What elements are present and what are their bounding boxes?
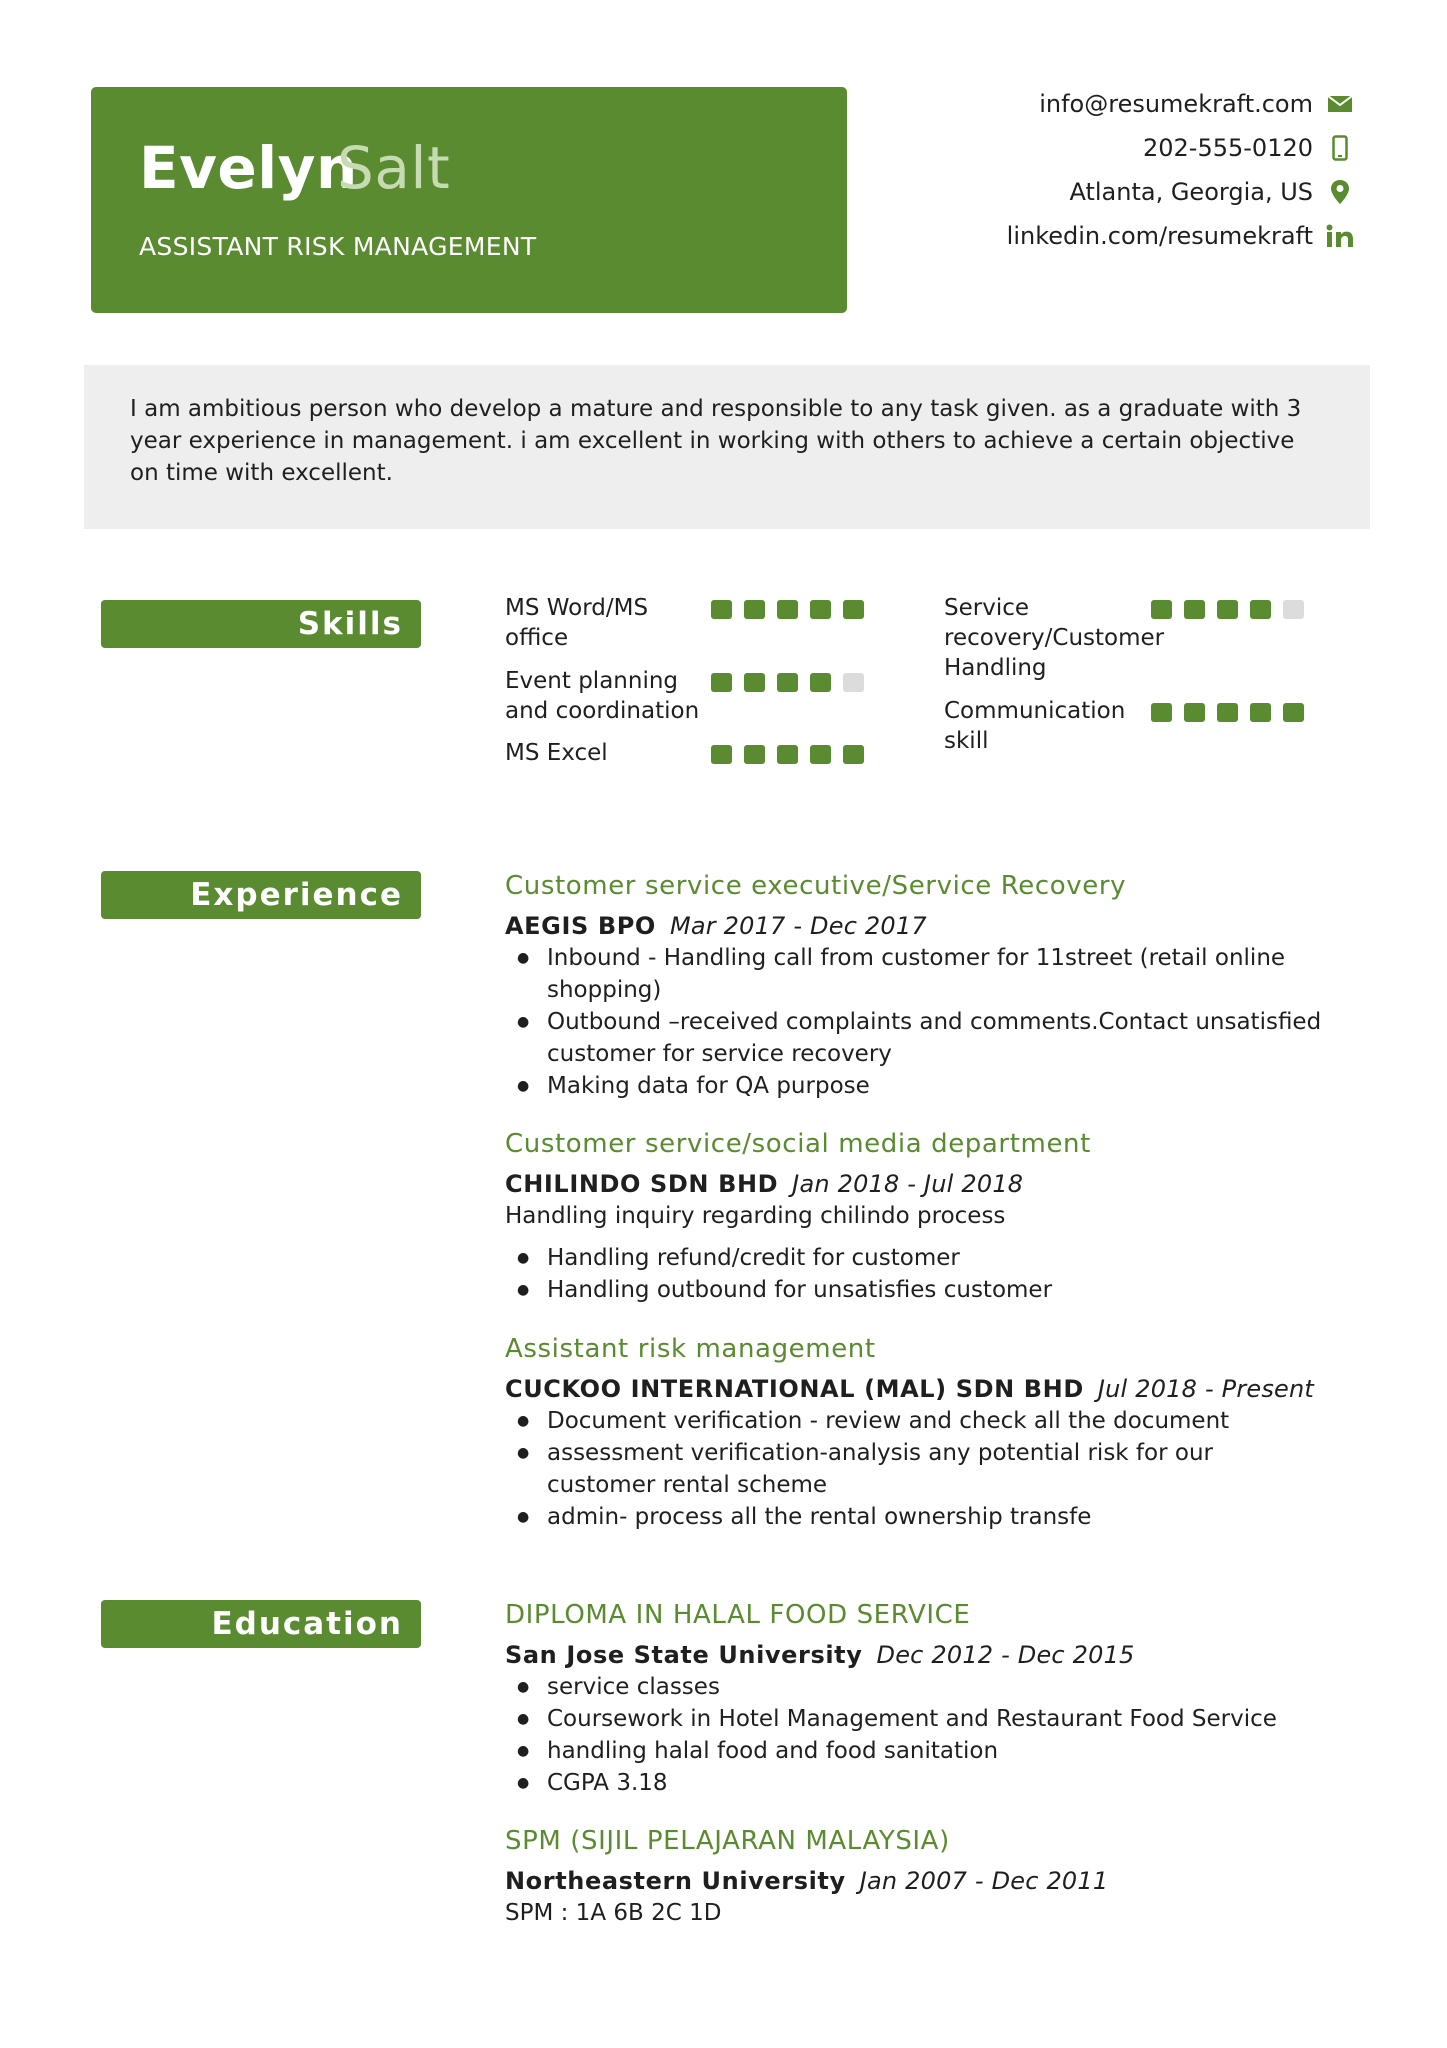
list-item: ● Inbound - Handling call from customer for 11street (retail online shopping) [505,942,1325,1006]
rating-dot-filled [744,745,765,764]
rating-dot-filled [711,600,732,619]
experience-heading: Experience [101,871,421,919]
envelope-icon [1325,89,1355,119]
list-item: ● admin- process all the rental ownership transfe [505,1501,1325,1533]
list-item: ● assessment verification-analysis any potential risk for our customer rental scheme [505,1437,1325,1501]
bullet-list [505,1242,1325,1306]
job-entry-org-line [505,912,1325,940]
skill-rating [711,600,864,619]
rating-dot-filled [711,673,732,692]
rating-dot-filled [777,745,798,764]
contact-phone[interactable] [1143,133,1355,163]
list-item: ● CGPA 3.18 [505,1767,1325,1799]
rating-dot-filled [843,745,864,764]
school-line [505,1641,1325,1669]
first-name: Evelyn [139,134,358,202]
list-item: ● service classes [505,1671,1325,1703]
school-name: San Jose State University [505,1641,863,1669]
list-item: ● Handling outbound for unsatisfies customer [505,1274,1325,1306]
company-name: CUCKOO INTERNATIONAL (MAL) SDN BHD [505,1375,1084,1403]
skill-name: Communication skill [944,698,1126,754]
bullet-list [505,942,1325,1102]
education-entry [505,1600,1325,1799]
rating-dot-filled [843,600,864,619]
date-range: Jul 2018 - Present [1097,1375,1315,1403]
experience-entry [505,1129,1325,1306]
date-range: Jan 2007 - Dec 2011 [859,1867,1109,1895]
rating-dot-filled [1283,703,1304,722]
last-name: Salt [337,134,451,202]
rating-dot-empty [843,673,864,692]
rating-dot-filled [810,600,831,619]
job-entry-title: Customer service/social media department [505,1129,1091,1159]
summary-text: I am ambitious person who develop a mature and responsible to any task given. as a graduate with 3 year experience in management. i am excellent in working with others to achieve a certain objective on time with excellent. [130,396,1302,486]
linkedin-text[interactable]: linkedin.com/resumekraft [1006,222,1313,250]
rating-dot-filled [1184,600,1205,619]
education-entry [505,1826,1108,1929]
map-pin-icon [1325,177,1355,207]
job-title: ASSISTANT RISK MANAGEMENT [139,232,537,261]
list-item: ● Making data for QA purpose [505,1070,1325,1102]
bullet-list [505,1405,1325,1533]
rating-dot-filled [777,673,798,692]
rating-dot-filled [1250,600,1271,619]
rating-dot-filled [777,600,798,619]
contact-location [1069,177,1355,207]
degree-title: DIPLOMA IN HALAL FOOD SERVICE [505,1600,971,1630]
mobile-phone-icon [1325,133,1355,163]
job-entry-org-line [505,1375,1325,1403]
rating-dot-filled [1151,600,1172,619]
job-description: Handling inquiry regarding chilindo process [505,1203,1006,1229]
experience-entry [505,871,1325,1102]
degree-title: SPM (SIJIL PELAJARAN MALAYSIA) [505,1826,950,1856]
school-line [505,1867,1108,1895]
list-item: ● Coursework in Hotel Management and Restaurant Food Service [505,1703,1325,1735]
list-item: ● Outbound –received complaints and comments.Contact unsatisfied customer for service recovery [505,1006,1325,1070]
rating-dot-filled [711,745,732,764]
school-name: Northeastern University [505,1867,846,1895]
bullet-list [505,1671,1325,1799]
skill-name: Service recovery/Customer Handling [944,595,1165,681]
skills-heading: Skills [101,600,421,648]
rating-dot-filled [744,673,765,692]
rating-dot-empty [1283,600,1304,619]
skill-rating [711,673,864,692]
skill-name: Event planning and coordination [505,668,700,724]
linkedin-icon [1325,221,1355,251]
date-range: Jan 2018 - Jul 2018 [792,1170,1024,1198]
list-item: ● Document verification - review and check all the document [505,1405,1325,1437]
date-range: Mar 2017 - Dec 2017 [669,912,927,940]
skill-name: MS Excel [505,740,608,766]
phone-text[interactable]: 202-555-0120 [1142,134,1313,162]
rating-dot-filled [1184,703,1205,722]
company-name: AEGIS BPO [505,912,656,940]
email-text[interactable]: info@resumekraft.com [1039,90,1313,118]
contact-email[interactable] [1039,89,1355,119]
skill-name: MS Word/MS office [505,595,649,651]
rating-dot-filled [1217,600,1238,619]
skill-rating [711,745,864,764]
job-entry-title: Customer service executive/Service Recovery [505,871,1127,901]
company-name: CHILINDO SDN BHD [505,1170,779,1198]
contact-linkedin[interactable] [1007,221,1355,251]
rating-dot-filled [744,600,765,619]
skill-rating [1151,703,1304,722]
job-entry-org-line [505,1170,1325,1198]
education-heading: Education [101,1600,421,1648]
date-range: Dec 2012 - Dec 2015 [876,1641,1135,1669]
rating-dot-filled [810,673,831,692]
rating-dot-filled [1217,703,1238,722]
rating-dot-filled [1250,703,1271,722]
list-item: ● Handling refund/credit for customer [505,1242,1325,1274]
experience-entry [505,1334,1325,1533]
location-text: Atlanta, Georgia, US [1069,178,1313,206]
rating-dot-filled [810,745,831,764]
list-item: ● handling halal food and food sanitation [505,1735,1325,1767]
education-description: SPM : 1A 6B 2C 1D [505,1900,722,1926]
job-entry-title: Assistant risk management [505,1334,876,1364]
rating-dot-filled [1151,703,1172,722]
skill-rating [1151,600,1304,619]
